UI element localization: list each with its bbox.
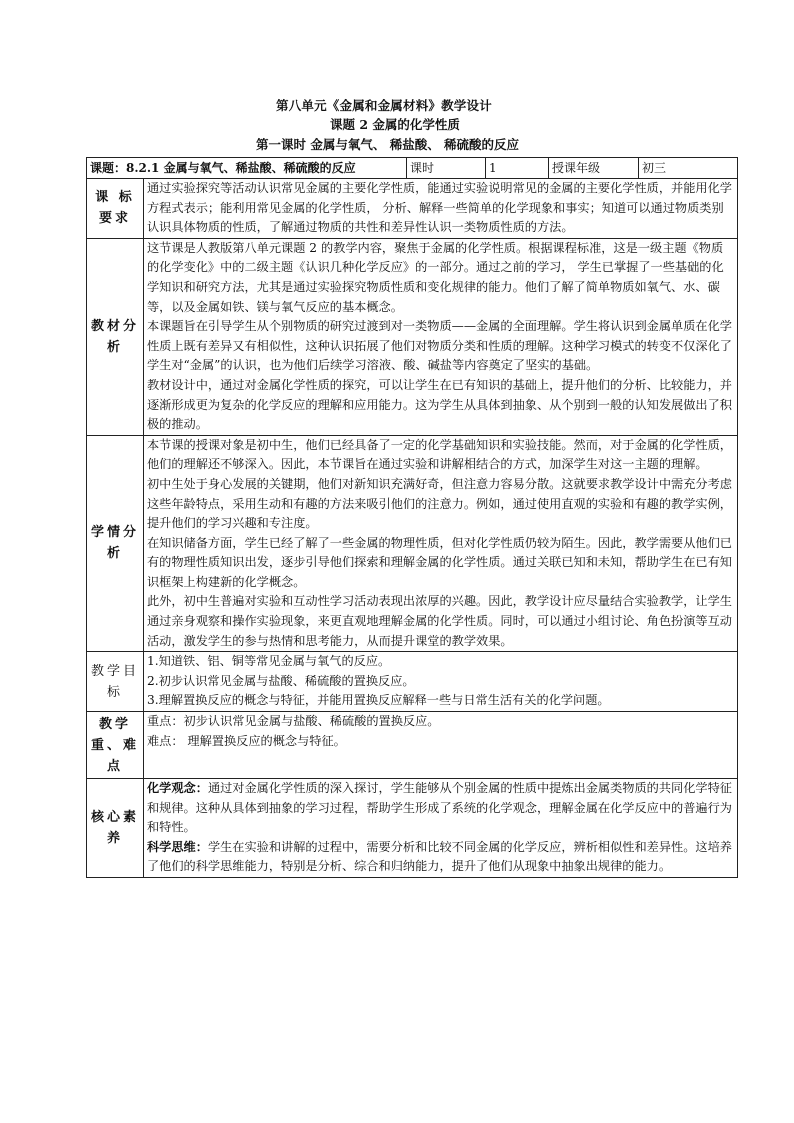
students-paragraph-2: 初中生处于身心发展的关键期，他们对新知识充满好奇，但注意力容易分散。这就要求教学设计中需充分考虑这些年龄特点，采用生动和有趣的方法来吸引他们的注意力。例如，通过使用直观的实验和有趣的教学实例，提升他们的学习兴趣和专注度。 [147,476,732,531]
key-point: 重点：初步认识常见金属与盐酸、稀硫酸的置换反应。 [147,714,440,729]
material-paragraph-2: 本课题旨在引导学生从个别物质的研究过渡到对一类物质——金属的全面理解。学生将认识到金属单质在化学性质上既有差异又有相似性，这种认识拓展了他们对物质分类和性质的理解。这种学习模式的转变不仅深化了学生对“金属”的认识，也为他们后续学习溶液、酸、碱盐等内容奠定了坚实的基础。 [147,319,732,373]
period-label: 课时 [407,158,486,179]
grade-label: 授课年级 [549,158,639,179]
standards-paragraph: 通过实验探究等活动认识常见金属的主要化学性质，能通过实验说明常见的金属的主要化学性质，并能用化学方程式表示；能利用常见金属的化学性质， 分析、解释一些简单的化学现象和事实；知道可以通过物质类别认识具体物质的性质，了解通过物质的共性和差异性认识一类物质性质的方法。 [147,181,732,235]
lesson-subject: 课题：8.2.1 金属与氧气、稀盐酸、稀硫酸的反应 [87,158,407,179]
objective-item: 1.知道铁、铝、铜等常见金属与氧气的反应。 [147,654,391,669]
header-row [87,158,738,179]
literacy-text [144,779,738,878]
objectives-label: 教学目标 [87,652,144,712]
literacy-concept-heading: 化学观念： [147,781,208,796]
standards-label: 课 标要求 [87,179,144,239]
focus-label: 教学重、难点 [87,712,144,779]
objective-item: 3.理解置换反应的概念与特征，并能用置换反应解释一些与日常生活有关的化学问题。 [147,693,610,708]
standards-text [144,179,738,239]
material-paragraph-1: 这节课是人教版第八单元课题 2 的教学内容，聚焦于金属的化学性质。根据课程标准，这是一级主题《物质的化学变化》中的二级主题《认识几种化学反应》的一部分。通过之前的学习， 学生已掌握了一些基础的化学知识和研究方法，尤其是通过实验探究物质性质和变化规律的能力。他们了解了简单物质如氧气、水、碳等，以及金属如铁、镁与氧气反应的基本概念。 [147,240,724,314]
objective-item: 2.初步认识常见金属与盐酸、稀硫酸的置换反应。 [147,673,415,688]
literacy-row [87,779,738,878]
material-label: 教材分析 [87,238,144,435]
students-row [87,435,738,652]
lesson-plan-table [86,157,738,878]
students-paragraph-3: 在知识储备方面，学生已经了解了一些金属的物理性质，但对化学性质仍较为陌生。因此，教学需要从他们已有的物理性质知识出发，逐步引导他们探索和理解金属的化学性质。通过关联已知和未知，帮助学生在已有知识框架上构建新的化学概念。 [147,535,732,589]
material-text [144,238,738,435]
focus-text [144,712,738,779]
literacy-thinking [147,838,734,877]
objectives-text [144,652,738,712]
grade-value: 初三 [639,158,738,179]
literacy-thinking-text: 学生在实验和讲解的过程中，需要分析和比较不同金属的化学反应，辨析相似性和差异性。这培养了他们的科学思维能力，特别是分析、综合和归纳能力，提升了他们从现象中抽象出规律的能力。 [147,839,732,874]
students-paragraph-4: 此外，初中生普遍对实验和互动性学习活动表现出浓厚的兴趣。因此，教学设计应尽量结合实验教学，让学生通过亲身观察和操作实验现象，来更直观地理解金属的化学性质。同时，可以通过小组讨论、角色扮演等互动活动，激发学生的参与热情和思考能力，从而提升课堂的教学效果。 [147,594,732,648]
students-label: 学情分析 [87,435,144,652]
material-paragraph-3: 教材设计中，通过对金属化学性质的探究，可以让学生在已有知识的基础上，提升他们的分析、比较能力，并逐渐形成更为复杂的化学反应的理解和应用能力。这为学生从具体到抽象、从个别到一般的认知发展做出了积极的推动。 [147,377,732,432]
literacy-label: 核心素养 [87,779,144,878]
students-text [144,435,738,652]
literacy-thinking-heading: 科学思维： [147,839,208,854]
objectives-row [87,652,738,712]
focus-row [87,712,738,779]
difficult-point: 难点： 理解置换反应的概念与特征。 [147,733,346,748]
literacy-concept [147,779,734,838]
literacy-concept-text: 通过对金属化学性质的深入探讨，学生能够从个别金属的性质中提炼出金属类物质的共同化学特征和规律。这种从具体到抽象的学习过程，帮助学生形成了系统的化学观念，理解金属在化学反应中的普遍行为和特性。 [147,781,732,835]
topic-title: 课题 2 金属的化学性质 [330,117,460,132]
unit-title: 第八单元《金属和金属材料》教学设计 [276,98,492,113]
lesson-title: 第一课时 金属与氧气、 稀盐酸、 稀硫酸的反应 [256,137,520,152]
standards-row [87,179,738,239]
students-paragraph-1: 本节课的授课对象是初中生，他们已经具备了一定的化学基础知识和实验技能。然而，对于金属的化学性质，他们的理解还不够深入。因此，本节课旨在通过实验和讲解相结合的方式，加深学生对这一主题的理解。 [147,437,732,472]
material-row [87,238,738,435]
period-value: 1 [486,158,549,179]
